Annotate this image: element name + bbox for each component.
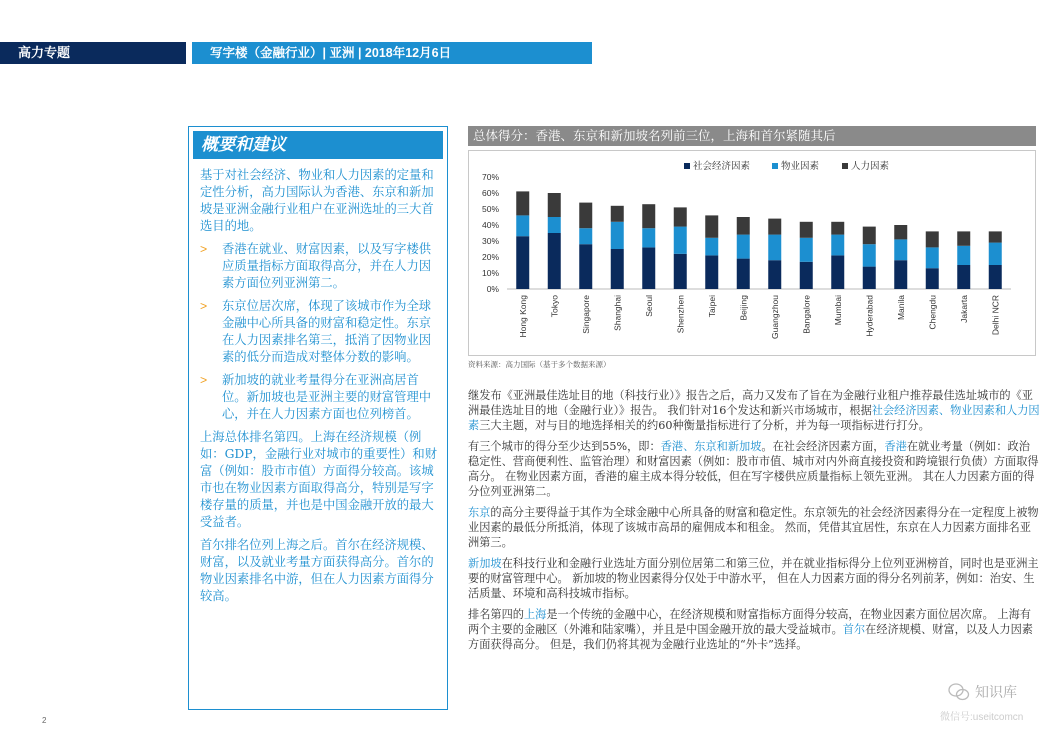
highlight-text: 社会经济因素、物业因素和人力因素 [468,404,1040,432]
text-run: 的高分主要得益于其作为全球金融中心所具备的财富和稳定性。东京领先的社会经济因素得分在一定程度上被物业因素的最低分所抵消，体现了该城市高昂的雇佣成本和租金。 然而，凭借其宜居性，东京在人力因素方面排名亚洲第三。 [468,506,1039,549]
bar-segment [705,255,718,289]
x-tick-label: Hong Kong [517,295,528,338]
watermark-name: 知识库 [975,684,1017,700]
x-tick-label: Chengdu [927,295,938,330]
y-tick-label: 10% [481,268,499,278]
bar-segment [516,215,529,236]
legend-label: 社会经济因素 [693,161,751,172]
text-run: 继发布《亚洲最佳选址目的地（科技行业）》报告之后，高力又发布了旨在为金融行业租户推荐最佳选址城市的《亚洲最佳选址目的地（金融行业）》报告。 我们针对16个发达和新兴市场城市，根据 [468,389,1033,417]
bar-segment [611,206,624,222]
bar-segment [737,259,750,289]
summary-seoul: 首尔排名位列上海之后。首尔在经济规模、财富，以及就业考量方面获得高分。首尔的物业因素排名中游，但在人力因素方面得分较高。 [200,538,434,603]
x-tick-label: Hyderabad [864,295,875,337]
bar-segment [957,246,970,265]
legend-swatch [772,163,778,169]
bar-segment [674,207,687,226]
bar-segment [894,225,907,239]
chart-source: 资料来源：高力国际（基于多个数据来源） [468,360,611,369]
main-text [468,388,1040,658]
x-tick-label: Jakarta [958,295,969,323]
summary-intro: 基于对社会经济、物业和人力因素的定量和定性分析，高力国际认为香港、东京和新加坡是亚洲金融行业租户在亚洲选址的三大首选目的地。 [200,168,434,233]
highlight-text: 东京 [468,506,491,519]
bar-segment [863,267,876,289]
highlight-text: 新加坡 [468,557,502,570]
chart-title: 总体得分：香港、东京和新加坡名列前三位，上海和首尔紧随其后 [468,126,1036,146]
summary-bullet-text: 香港在就业、财富因素，以及写字楼供应质量指标方面取得高分，并在人力因素方面位列亚洲第二。 [222,242,432,290]
bar-segment [548,217,561,233]
x-tick-label: Delhi NCR [990,295,1001,336]
bar-segment [674,227,687,254]
paragraph [468,556,1040,601]
x-tick-label: Taipei [706,295,717,318]
bar-segment [831,255,844,289]
y-tick-label: 60% [481,188,499,198]
bar-segment [611,222,624,249]
summary-bullet [200,372,439,423]
page-number: 2 [42,716,47,725]
y-tick-label: 20% [481,252,499,262]
bar-segment [705,215,718,237]
bar-segment [894,260,907,289]
y-tick-label: 70% [481,172,499,182]
x-tick-label: Shenzhen [675,295,686,334]
x-tick-label: Mumbai [832,295,843,326]
wechat-icon [948,683,970,701]
bar-segment [863,227,876,245]
x-tick-label: Singapore [580,295,591,334]
bar-segment [831,222,844,235]
bar-segment [642,204,655,228]
bar-segment [516,191,529,215]
legend-label: 物业因素 [781,161,820,172]
bar-segment [674,254,687,289]
bar-segment [768,219,781,235]
text-run: 有三个城市的得分至少达到55%，即： [468,440,661,453]
bar-segment [926,231,939,247]
stacked-bar-chart [469,151,1035,355]
summary-bullet-text: 新加坡的就业考量得分在亚洲高居首位。新加坡也是亚洲主要的财富管理中心，并在人力因素方面也位列榜首。 [222,373,432,421]
legend-swatch [684,163,690,169]
summary-shanghai: 上海总体排名第四。上海在经济规模（例如：GDP，金融行业对城市的重要性）和财富（例如：股市市值）方面得分较高。该城市也在物业因素方面取得高分，特别是写字楼存量的质量，并也是中国金融开放的最大受益者。 [200,430,438,529]
paragraph [468,388,1040,433]
text-run: 在经济规模、财富，以及人力因素方面获得高分。 但是，我们仍将其视为金融行业选址的“外卡”选择。 [468,623,1033,651]
report-series-label: 高力专题 [0,42,186,64]
bullet-marker-icon: > [200,373,208,387]
bar-segment [989,243,1002,265]
text-run: 排名第四的 [468,608,524,621]
summary-panel [188,126,448,710]
bar-segment [516,236,529,289]
bar-segment [863,244,876,266]
summary-bullet-text: 东京位居次席，体现了该城市作为全球金融中心所具备的财富和稳定性。东京在人力因素排名第三，抵消了因物业因素的低分而造成对整体分数的影响。 [222,299,432,364]
summary-bullet [200,298,439,366]
highlight-text: 香港、东京和新加坡 [660,440,762,453]
bar-segment [926,247,939,268]
watermark-id: 微信号:useitcomcn [940,712,1024,723]
bullet-marker-icon: > [200,299,208,313]
x-tick-label: Guangzhou [769,295,780,339]
x-tick-label: Manila [895,295,906,321]
bar-segment [894,239,907,260]
watermark [948,682,1017,702]
paragraph [468,505,1040,550]
bar-segment [989,265,1002,289]
legend-label: 人力因素 [851,161,890,172]
text-run: 在就业考量（例如：政治稳定性、营商便利性、监管治理）和财富因素（例如：股市市值、城市对内外商直接投资和跨境银行负债）方面取得高分。 在物业因素方面，香港的雇主成本得分较低，但在写字楼供应质量指标上领先亚洲。 其在人力因素方面的得分位列亚洲第二。 [468,440,1039,498]
bar-segment [705,238,718,256]
paragraph [468,607,1040,652]
bar-segment [548,193,561,217]
text-run: 是一个传统的金融中心，在经济规模和财富指标方面得分较高，在物业因素方面位居次席。 上海有两个主要的金融区（外滩和陆家嘴），并且是中国金融开放的最大受益城市。 [468,608,1031,636]
x-tick-label: Seoul [643,295,654,317]
bar-segment [579,244,592,289]
legend-swatch [842,163,848,169]
bar-segment [611,249,624,289]
text-run: 三大主题，对与目的地选择相关的约60种衡量指标进行了分析，并为每一项指标进行打分。 [479,419,930,432]
y-tick-label: 40% [481,220,499,230]
x-tick-label: Tokyo [549,295,560,318]
bullet-marker-icon: > [200,242,208,256]
bar-segment [737,217,750,235]
summary-bullet [200,241,439,292]
chart-container [468,150,1036,356]
bar-segment [642,228,655,247]
bar-segment [642,247,655,289]
y-tick-label: 0% [486,284,499,294]
bar-segment [579,228,592,244]
summary-title: 概要和建议 [193,131,443,159]
paragraph [468,439,1040,499]
bar-segment [989,231,1002,242]
bar-segment [579,203,592,229]
highlight-text: 首尔 [842,623,866,636]
report-title-bar: 写字楼（金融行业）| 亚洲 | 2018年12月6日 [192,42,592,64]
bar-segment [800,238,813,262]
bar-segment [831,235,844,256]
bar-segment [800,262,813,289]
bar-segment [548,233,561,289]
text-run: 。在社会经济因素方面， [761,440,885,453]
bar-segment [737,235,750,259]
bar-segment [768,260,781,289]
highlight-text: 香港 [884,440,907,453]
bar-segment [957,231,970,245]
x-tick-label: Bangalore [801,295,812,334]
bar-segment [800,222,813,238]
bar-segment [768,235,781,261]
y-tick-label: 50% [481,204,499,214]
bar-segment [926,268,939,289]
y-tick-label: 30% [481,236,499,246]
bar-segment [957,265,970,289]
x-tick-label: Beijing [738,295,749,321]
text-run: 在科技行业和金融行业选址方面分别位居第二和第三位，并在就业指标得分上位列亚洲榜首，同时也是亚洲主要的财富管理中心。 新加坡的物业因素得分仅处于中游水平， 但在人力因素方面的得分名列前茅，例如：治安、生活质量、环境和高科技城市指标。 [468,557,1039,600]
x-tick-label: Shanghai [612,295,623,331]
highlight-text: 上海 [523,608,547,621]
